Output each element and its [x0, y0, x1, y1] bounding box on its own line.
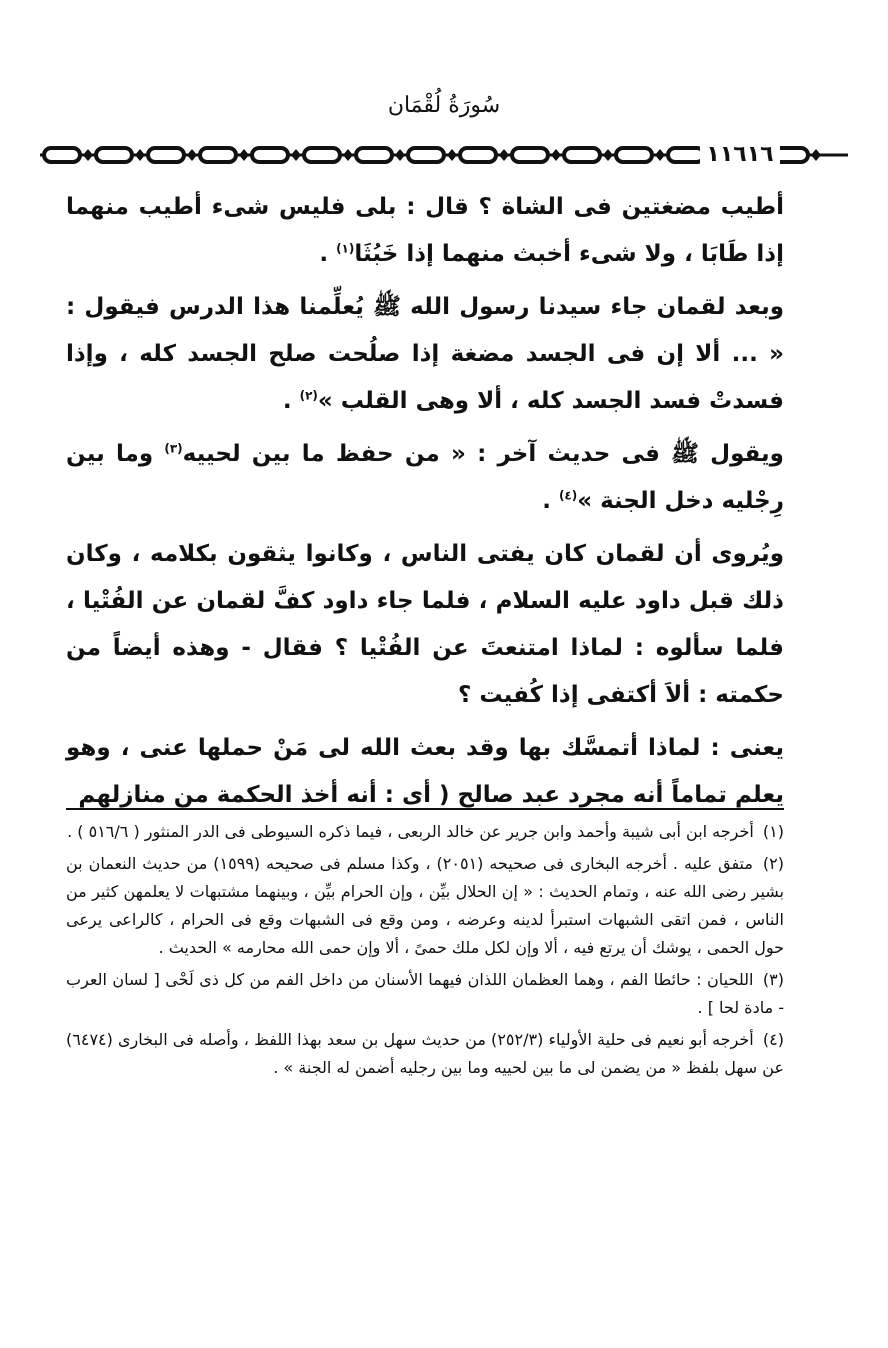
chain-diamond — [655, 149, 665, 161]
paragraph-text: وبعد لقمان جاء سيدنا رسول الله ﷺ يُعلِّمنا هذا الدرس فيقول : « ... ألا إن فى الجسد مضغة إذا صلُحت صلح الجسد كله ، وإذا فسدتْ فسد الجسد كله ، ألا وهى القلب » — [66, 294, 784, 414]
chain-link — [408, 148, 444, 162]
chain-link — [512, 148, 548, 162]
footnote — [66, 850, 784, 962]
paragraph-end: . — [319, 241, 337, 267]
paragraph — [66, 531, 784, 719]
footnote-number: (٤) — [762, 1030, 784, 1049]
chain-link — [44, 148, 80, 162]
chain-link — [148, 148, 184, 162]
chain-link — [668, 148, 704, 162]
footnote-ref: (٤) — [558, 488, 578, 503]
footnote — [66, 1026, 784, 1082]
chain-diamond — [811, 149, 821, 161]
footnote — [66, 818, 784, 846]
chain-diamond — [603, 149, 613, 161]
chain-diamond — [187, 149, 197, 161]
surah-title: سُورَةُ لُقْمَان — [387, 93, 501, 118]
chain-diamond — [447, 149, 457, 161]
paragraph-text: ويقول ﷺ فى حديث آخر : « من حفظ ما بين لحييه — [182, 441, 784, 467]
footnote-text: متفق عليه . أخرجه البخارى فى صحيحه (٢٠٥١) ، وكذا مسلم فى صحيحه (١٥٩٩) من حديث النعمان بن بشير رضى الله عنه ، وتمام الحديث : « إن الحلال بيِّن ، وإن الحرام بيِّن ، وبينهما مشتبهات لا يعلمهن كثير من الناس ، فمن اتقى الشبهات استبرأ لدينه وعرضه ، ومن وقع فى الشبهات وقع فى الحرام ، كالراعى يرعى حول الحمى ، يوشك أن يرتع فيه ، ألا وإن لكل ملك حمىً ، ألا وإن حمى الله محارمه » الحديث . — [66, 854, 784, 957]
chain-diamond — [239, 149, 249, 161]
chain-link — [616, 148, 652, 162]
paragraph — [66, 284, 784, 425]
paragraph-end: . — [542, 488, 559, 514]
footnote-number: (٢) — [762, 854, 784, 873]
paragraph-text: ويُروى أن لقمان كان يفتى الناس ، وكانوا يثقون بكلامه ، وكان ذلك قبل داود عليه السلام ، فلما جاء داود كفَّ لقمان عن الفُتْيا ، فلما سألوه : لماذا امتنعتَ عن الفُتْيا ؟ فقال - وهذه أيضاً من حكمته : ألاَ أكتفى إذا كُفيت ؟ — [66, 541, 784, 708]
chain-diamond — [395, 149, 405, 161]
paragraph-text: وما بين رِجْليه دخل الجنة » — [66, 441, 784, 514]
chain-diamond — [499, 149, 509, 161]
footnotes — [66, 818, 784, 1086]
footnote-text: اللحيان : حائطا الفم ، وهما العظمان اللذان فيهما الأسنان من داخل الفم من كل ذى لَحْى [ لسان العرب - مادة لحا ] . — [66, 970, 784, 1017]
chain-diamond — [83, 149, 93, 161]
chain-link — [356, 148, 392, 162]
footnote-text: أخرجه ابن أبى شيبة وأحمد وابن جرير عن خالد الربعى ، فيما ذكره السيوطى فى الدر المنثور ( ٥١٦/٦ ) . — [67, 822, 754, 841]
paragraph — [66, 184, 784, 278]
chain-link — [252, 148, 288, 162]
chain-diamond — [291, 149, 301, 161]
footnote-separator — [66, 808, 784, 810]
chain-diamond — [135, 149, 145, 161]
footnote-ref: (٢) — [299, 388, 318, 403]
footnote-text: أخرجه أبو نعيم فى حلية الأولياء (٢٥٢/٣) من حديث سهل بن سعد بهذا اللفظ ، وأصله فى البخارى (٦٤٧٤) عن سهل بلفظ « من يضمن لى ما بين لحييه وما بين رجليه أضمن له الجنة » . — [66, 1030, 784, 1077]
paragraph — [66, 431, 784, 525]
main-text — [66, 184, 784, 823]
chain-link — [460, 148, 496, 162]
paragraph-text: يعنى : لماذا أتمسَّك بها وقد بعث الله لى مَنْ حملها عنى ، وهو يعلم تماماً أنه مجرد عبد صالح ( أى : أنه أخذ الحكمة من منازلهم — [66, 735, 784, 808]
paragraph-end: . — [282, 388, 300, 414]
footnote-number: (٣) — [762, 970, 784, 989]
chain-link — [200, 148, 236, 162]
chain-diamond — [551, 149, 561, 161]
footnote-number: (١) — [762, 822, 784, 841]
chain-link — [304, 148, 340, 162]
footnote-ref: (١) — [336, 241, 355, 256]
paragraph-text: أطيب مضغتين فى الشاة ؟ قال : بلى فليس شىء أطيب منهما إذا طَابَا ، ولا شىء أخبث منهما إذا خَبُثَا — [66, 194, 784, 267]
paragraph — [66, 725, 784, 819]
chain-link — [96, 148, 132, 162]
footnote — [66, 966, 784, 1022]
page-number: ١١٦١٦ — [700, 142, 780, 168]
chain-diamond — [343, 149, 353, 161]
footnote-ref: (٣) — [164, 441, 183, 456]
chain-link — [564, 148, 600, 162]
